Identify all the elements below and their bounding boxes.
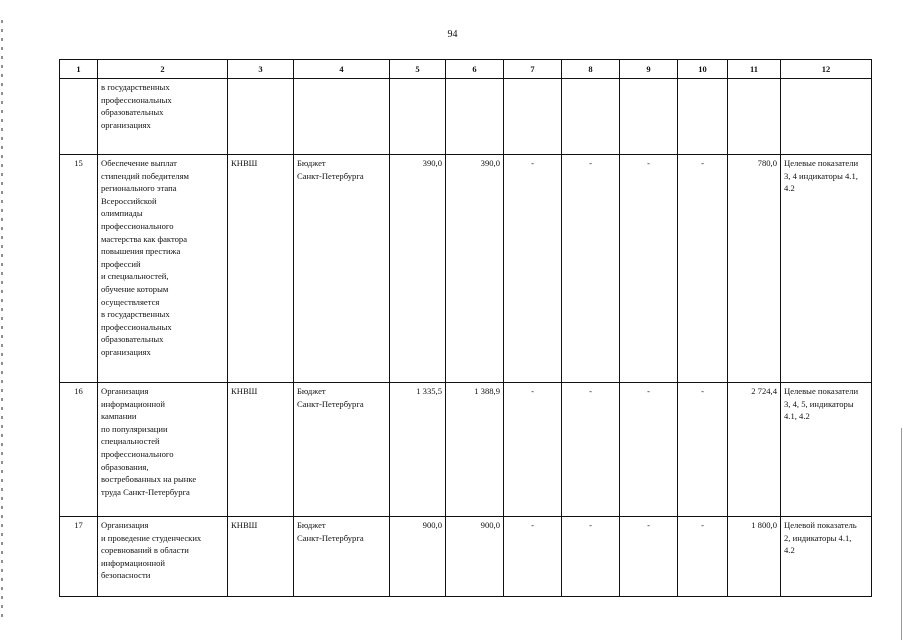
amount-col7: -: [504, 383, 562, 517]
column-header: 1: [60, 60, 98, 79]
column-header: 7: [504, 60, 562, 79]
executor: КНВШ: [228, 517, 294, 597]
amount-col6: 390,0: [446, 155, 504, 383]
column-number-row: [60, 60, 872, 79]
table-row-continued: [60, 79, 872, 155]
target-indicators: Целевой показатель 2, индикаторы 4.1, 4.2: [781, 517, 872, 597]
row-number: 16: [60, 383, 98, 517]
amount-col7: -: [504, 517, 562, 597]
amount-col9: -: [620, 517, 678, 597]
column-header: 12: [781, 60, 872, 79]
column-header: 6: [446, 60, 504, 79]
target-indicators: Целевые показатели 3, 4 индикаторы 4.1, 4.2: [781, 155, 872, 383]
activity-description: Организация и проведение студенческих соревнований в области информационной безопасности: [98, 517, 228, 597]
column-header: 4: [294, 60, 390, 79]
amount-col7: -: [504, 155, 562, 383]
column-header: 9: [620, 60, 678, 79]
target-indicators: Целевые показатели 3, 4, 5, индикаторы 4.1, 4.2: [781, 383, 872, 517]
amount-col9: -: [620, 383, 678, 517]
funding-source: Бюджет Санкт-Петербурга: [294, 517, 390, 597]
amount-col6: 1 388,9: [446, 383, 504, 517]
amount-col10: -: [678, 517, 728, 597]
amount-total: 780,0: [728, 155, 781, 383]
funding-source: Бюджет Санкт-Петербурга: [294, 155, 390, 383]
row-number: 17: [60, 517, 98, 597]
activity-description: в государственных профессиональных образовательных организациях: [98, 79, 228, 155]
amount-col9: -: [620, 155, 678, 383]
scan-edge-left: [1, 20, 3, 620]
amount-col5: 390,0: [390, 155, 446, 383]
executor: КНВШ: [228, 155, 294, 383]
column-header: 10: [678, 60, 728, 79]
row-number: 15: [60, 155, 98, 383]
amount-col8: -: [562, 383, 620, 517]
amount-total: 2 724,4: [728, 383, 781, 517]
column-header: 2: [98, 60, 228, 79]
activity-description: Обеспечение выплат стипендий победителям регионального этапа Всероссийской олимпиады профессионального мастерства как фактора повышения престижа профессий и специальностей, обучение которым осуществляется в государственных профессиональных образовательных организациях: [98, 155, 228, 383]
column-header: 8: [562, 60, 620, 79]
column-header: 3: [228, 60, 294, 79]
amount-col10: -: [678, 383, 728, 517]
funding-source: Бюджет Санкт-Петербурга: [294, 383, 390, 517]
amount-col8: -: [562, 517, 620, 597]
amount-col6: 900,0: [446, 517, 504, 597]
amount-col5: 900,0: [390, 517, 446, 597]
column-header: 11: [728, 60, 781, 79]
program-activities-table: [59, 59, 872, 597]
executor: КНВШ: [228, 383, 294, 517]
table-row: [60, 517, 872, 597]
activity-description: Организация информационной кампании по популяризации специальностей профессионального образования, востребованных на рынке труда Санкт-Петербурга: [98, 383, 228, 517]
table-row: [60, 383, 872, 517]
amount-col5: 1 335,5: [390, 383, 446, 517]
page-number: 94: [447, 29, 458, 40]
amount-total: 1 800,0: [728, 517, 781, 597]
amount-col10: -: [678, 155, 728, 383]
scan-edge-right: [901, 428, 902, 640]
amount-col8: -: [562, 155, 620, 383]
table-row: [60, 155, 872, 383]
column-header: 5: [390, 60, 446, 79]
